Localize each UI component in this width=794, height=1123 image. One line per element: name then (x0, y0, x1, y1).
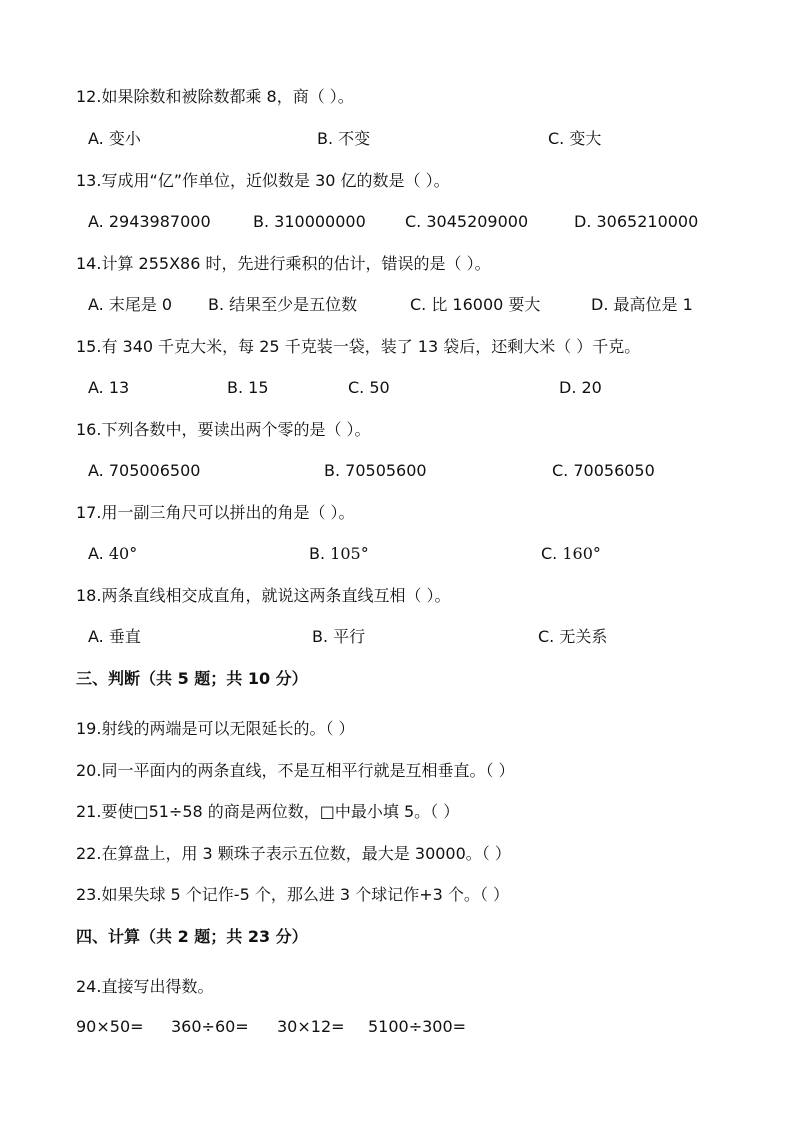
question-17: 17.用一副三角尺可以拼出的角是（ ）。 (76, 503, 355, 522)
option-12-c[interactable]: C. 变大 (548, 129, 602, 148)
question-18: 18.两条直线相交成直角，就说这两条直线互相（ ）。 (76, 586, 451, 605)
question-12: 12.如果除数和被除数都乘 8，商（ ）。 (76, 87, 354, 106)
option-16-b[interactable]: B. 70505600 (324, 461, 427, 480)
option-15-a[interactable]: A. 13 (88, 378, 130, 397)
question-22: 22.在算盘上，用 3 颗珠子表示五位数，最大是 30000。（ ） (76, 844, 511, 863)
option-13-d[interactable]: D. 3065210000 (574, 212, 699, 231)
option-17-b-value: 105° (330, 544, 369, 563)
calc-item-2: 360÷60= (171, 1017, 249, 1036)
option-14-d[interactable]: D. 最高位是 1 (591, 295, 693, 314)
option-15-c[interactable]: C. 50 (348, 378, 390, 397)
option-13-b[interactable]: B. 310000000 (253, 212, 366, 231)
option-13-a[interactable]: A. 2943987000 (88, 212, 211, 231)
question-24: 24.直接写出得数。 (76, 977, 214, 996)
option-15-b[interactable]: B. 15 (227, 378, 269, 397)
option-17-c-letter: C. (541, 544, 558, 563)
option-14-c[interactable]: C. 比 16000 要大 (410, 295, 541, 314)
calc-item-3: 30×12= (277, 1017, 345, 1036)
question-15: 15.有 340 千克大米，每 25 千克装一袋，装了 13 袋后，还剩大米（ ）千克。 (76, 337, 641, 356)
option-14-a[interactable]: A. 末尾是 0 (88, 295, 173, 314)
option-13-c[interactable]: C. 3045209000 (405, 212, 529, 231)
question-14: 14.计算 255X86 时，先进行乘积的估计，错误的是（ ）。 (76, 254, 491, 273)
option-17-c-value: 160° (562, 544, 601, 563)
option-16-c[interactable]: C. 70056050 (552, 461, 655, 480)
option-12-b[interactable]: B. 不变 (317, 129, 371, 148)
option-17-b-letter: B. (309, 544, 326, 563)
question-19: 19.射线的两端是可以无限延长的。（ ） (76, 719, 355, 738)
option-17-a[interactable] (88, 543, 137, 565)
section-3-title: 三、判断（共 5 题；共 10 分） (76, 669, 308, 688)
section-4-title: 四、计算（共 2 题；共 23 分） (76, 927, 308, 946)
question-20: 20.同一平面内的两条直线，不是互相平行就是互相垂直。（ ） (76, 761, 515, 780)
option-17-a-value: 40° (108, 544, 138, 563)
option-16-a[interactable]: A. 705006500 (88, 461, 201, 480)
option-18-b[interactable]: B. 平行 (312, 627, 366, 646)
option-15-d[interactable]: D. 20 (559, 378, 602, 397)
option-17-c[interactable] (541, 543, 601, 565)
question-23: 23.如果失球 5 个记作-5 个，那么进 3 个球记作+3 个。（ ） (76, 885, 509, 904)
question-13: 13.写成用“亿”作单位，近似数是 30 亿的数是（ ）。 (76, 171, 450, 190)
option-17-a-letter: A. (88, 544, 104, 563)
calc-item-1: 90×50= (76, 1017, 144, 1036)
option-12-a[interactable]: A. 变小 (88, 129, 141, 148)
option-18-a[interactable]: A. 垂直 (88, 627, 141, 646)
question-16: 16.下列各数中，要读出两个零的是（ ）。 (76, 420, 371, 439)
question-21: 21.要使□51÷58 的商是两位数，□中最小填 5。（ ） (76, 802, 460, 821)
calc-item-4: 5100÷300= (368, 1017, 467, 1036)
option-17-b[interactable] (309, 543, 369, 565)
option-14-b[interactable]: B. 结果至少是五位数 (208, 295, 358, 314)
option-18-c[interactable]: C. 无关系 (538, 627, 608, 646)
